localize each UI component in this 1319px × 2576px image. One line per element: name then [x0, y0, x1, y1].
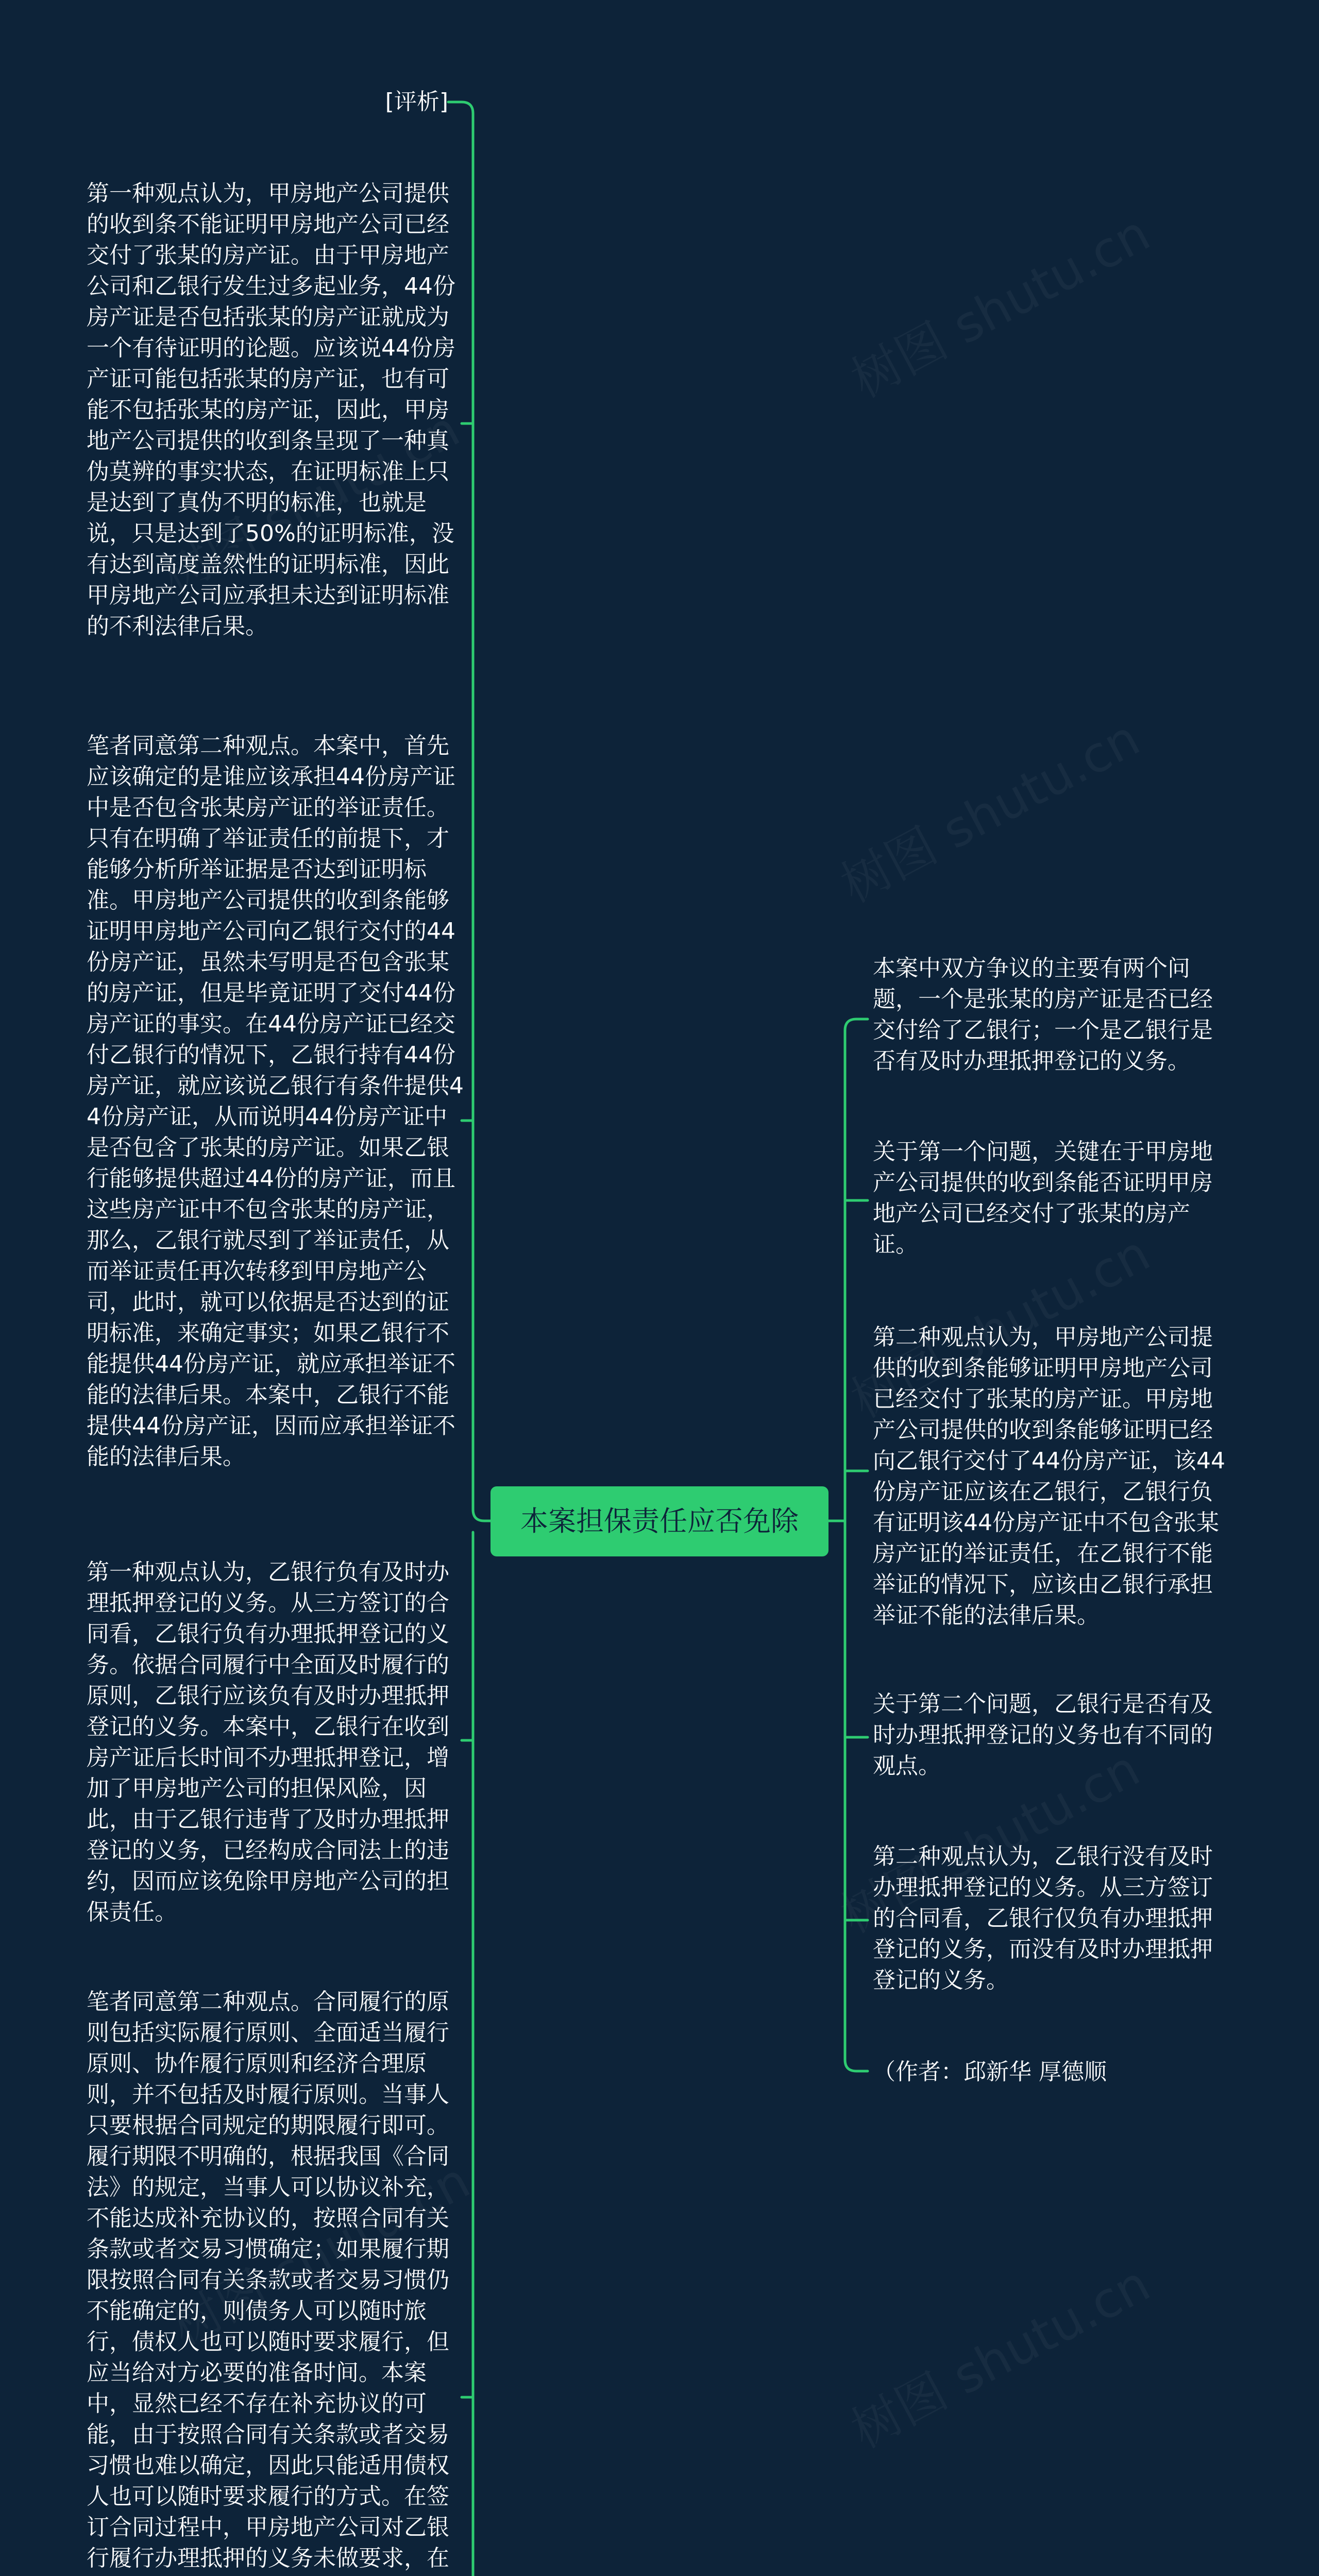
right-leaf-author[interactable]: （作者：邱新华 厚德顺 — [873, 2059, 1107, 2085]
left-leaf-performance-principles[interactable]: 笔者同意第二种观点。合同履行的原则包括实际履行原则、全面适当履行原则、协作履行原则和经济合理原则，并不包括及时履行原则。当事人只要根据合同规定的期限履行即可。履行期限不明确的，根据我国《合同法》的规定，当事人可以协议补充，不能达成补充协议的，按照合同有关条款或者交易习惯确定；如果履行期限按照合同有关条款或者交易习惯仍不能确定的，则债务人可以随时旅行，债权人也可以随时要求履行，但应当给对方必要的准备时间。本案中，显然已经不存在补充协议的可能，由于按照合同有关条款或者交易习惯也难以确定，因此只能适用债权人也可以随时要求履行的方式。在签订合同过程中，甲房地产公司对乙银行履行办理抵押的义务未做要求，在 — [87, 1989, 449, 2571]
right-leaf-dispute-summary[interactable]: 本案中双方争议的主要有两个问题，一个是张某的房产证是否已经交付给了乙银行；一个是乙银行是否有及时办理抵押登记的义务。 — [873, 955, 1213, 1074]
left-leaf-review[interactable]: [评析] — [385, 89, 448, 115]
left-leaf-view-one-certificate[interactable]: 第一种观点认为，甲房地产公司提供的收到条不能证明甲房地产公司已经交付了张某的房产证。由于甲房地产公司和乙银行发生过多起业务，44份房产证是否包括张某的房产证就成为一个有待证明的论题。应该说44份房产证可能包括张某的房产证，也有可能不包括张某的房产证，因此，甲房地产公司提供的收到条呈现了一种真伪莫辨的事实状态，在证明标准上只是达到了真伪不明的标准，也就是说，只是达到了50%的证明标准，没有达到高度盖然性的证明标准，因此甲房地产公司应承担未达到证明标准的不利法律后果。 — [87, 180, 455, 639]
right-leaf-issue-two[interactable]: 关于第二个问题，乙银行是否有及时办理抵押登记的义务也有不同的观点。 — [873, 1691, 1213, 1779]
left-leaf-view-one-registration[interactable]: 第一种观点认为，乙银行负有及时办理抵押登记的义务。从三方签订的合同看，乙银行负有办理抵押登记的义务。依据合同履行中全面及时履行的原则，乙银行应该负有及时办理抵押登记的义务。本案中，乙银行在收到房产证后长时间不办理抵押登记，增加了甲房地产公司的担保风险，因此，由于乙银行违背了及时办理抵押登记的义务，已经构成合同法上的违约，因而应该免除甲房地产公司的担保责任。 — [87, 1559, 449, 1925]
right-leaf-view-two-registration[interactable]: 第二种观点认为，乙银行没有及时办理抵押登记的义务。从三方签订的合同看，乙银行仅负有办理抵押登记的义务，而没有及时办理抵押登记的义务。 — [873, 1843, 1213, 1993]
right-spine-lower — [845, 1521, 868, 2071]
left-leaf-author-agrees-view-two[interactable]: 笔者同意第二种观点。本案中，首先应该确定的是谁应该承担44份房产证中是否包含张某房产证的举证责任。只有在明确了举证责任的前提下，才能够分析所举证据是否达到证明标准。甲房地产公司提供的收到条能够证明甲房地产公司向乙银行交付的44份房产证，虽然未写明是否包含张某的房产证，但是毕竟证明了交付44份房产证的事实。在44份房产证已经交付乙银行的情况下，乙银行持有44份房产证，就应该说乙银行有条件提供44份房产证，从而说明44份房产证中是否包含了张某的房产证。如果乙银行能够提供超过44份的房产证，而且这些房产证中不包含张某的房产证，那么，乙银行就尽到了举证责任，从而举证责任再次转移到甲房地产公司，此时，就可以依据是否达到的证明标准，来确定事实；如果乙银行不能提供44份房产证，就应承担举证不能的法律后果。本案中，乙银行不能提供44份房产证，因而应承担举证不能的法律后果。 — [87, 733, 464, 1470]
right-leaf-view-two-certificate[interactable]: 第二种观点认为，甲房地产公司提供的收到条能够证明甲房地产公司已经交付了张某的房产证。甲房地产公司提供的收到条能够证明已经向乙银行交付了44份房产证，该44份房产证应该在乙银行，乙银行负有证明该44份房产证中不包含张某房产证的举证责任，在乙银行不能举证的情况下，应该由乙银行承担举证不能的法律后果。 — [873, 1324, 1225, 1629]
right-spine — [845, 1019, 868, 1521]
right-leaf-issue-one[interactable]: 关于第一个问题，关键在于甲房地产公司提供的收到条能否证明甲房地产公司已经交付了张某的房产证。 — [873, 1139, 1213, 1258]
center-topic[interactable]: 本案担保责任应否免除 — [491, 1486, 828, 1556]
